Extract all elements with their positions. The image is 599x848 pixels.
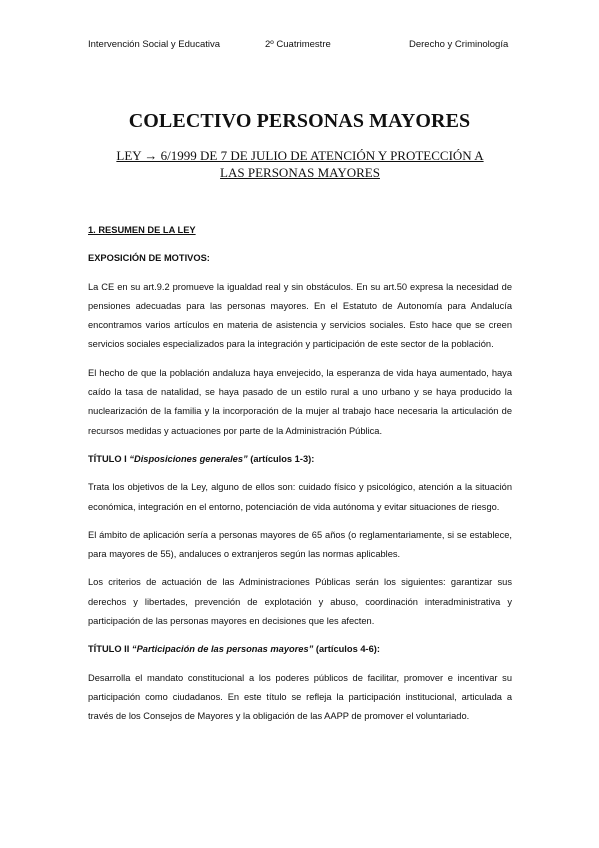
section-heading-resumen: 1. RESUMEN DE LA LEY bbox=[88, 225, 196, 235]
subtitle-line-1: LEY → 6/1999 DE 7 DE JULIO DE ATENCIÓN Y PROTECCIÓN A bbox=[116, 148, 484, 163]
header-degree: Derecho y Criminología bbox=[409, 39, 509, 50]
titulo-1-name: “Disposiciones generales” bbox=[129, 453, 248, 464]
document-subtitle bbox=[88, 147, 512, 181]
paragraph-titulo-1-objetivos: Trata los objetivos de la Ley, alguno de ellos son: cuidado físico y psicológico, atención a la situación económica, integración en el entorno, potenciación de vida autónoma y evitar situaciones de riesgo. bbox=[88, 482, 512, 512]
paragraph-titulo-2-participacion: Desarrolla el mandato constitucional a los poderes públicos de facilitar, promover e incentivar su participación como ciudadanos. En este título se refleja la participación institucional, articulada a través de los Consejos de Mayores y la obligación de las AAPP de promover el voluntariado. bbox=[88, 672, 512, 722]
document-body bbox=[88, 221, 512, 736]
paragraph-exposicion-1: La CE en su art.9.2 promueve la igualdad real y sin obstáculos. En su art.50 expresa la necesidad de pensiones adecuadas para las personas mayores. En el Estatuto de Autonomía para Andalucía encontramos varios artículos en materia de asistencia y servicios sociales. Esto hace que se creen servicios sociales especializados para la integración y participación de este sector de la población. bbox=[88, 281, 512, 350]
header-term: 2º Cuatrimestre bbox=[265, 39, 331, 50]
section-heading-exposicion: EXPOSICIÓN DE MOTIVOS: bbox=[88, 253, 210, 264]
document-title: COLECTIVO PERSONAS MAYORES bbox=[128, 110, 471, 132]
section-heading-titulo-1 bbox=[88, 450, 512, 469]
titulo-2-name: “Participación de las personas mayores” bbox=[131, 644, 314, 655]
subtitle-line-2: LAS PERSONAS MAYORES bbox=[220, 165, 380, 180]
titulo-1-label: TÍTULO I bbox=[88, 453, 127, 464]
header-course: Intervención Social y Educativa bbox=[88, 39, 221, 50]
titulo-2-label: TÍTULO II bbox=[88, 644, 130, 655]
paragraph-titulo-1-ambito: El ámbito de aplicación sería a personas mayores de 65 años (o reglamentariamente, si se establece, para mayores de 55), andaluces o extranjeros según las normas aplicables. bbox=[88, 529, 512, 560]
titulo-1-range: (artículos 1-3): bbox=[250, 453, 315, 464]
section-heading-titulo-2 bbox=[88, 640, 512, 659]
titulo-2-range: (artículos 4-6): bbox=[315, 644, 380, 655]
paragraph-titulo-1-criterios: Los criterios de actuación de las Administraciones Públicas serán los siguientes: garantizar sus derechos y libertades, prevención de explotación y abuso, coordinación interadministrativa y participación de las personas mayores en decisiones que les afecten. bbox=[88, 577, 512, 627]
paragraph-exposicion-2: El hecho de que la población andaluza haya envejecido, la esperanza de vida haya aumentado, haya caído la tasa de natalidad, se haya pasado de un estilo rural a uno urbano y se haya producido la nuclearización de la familia y la incorporación de la mujer al trabajo hace necesaria la articulación de recursos medidas y actuaciones por parte de la Administración Pública. bbox=[88, 367, 512, 436]
